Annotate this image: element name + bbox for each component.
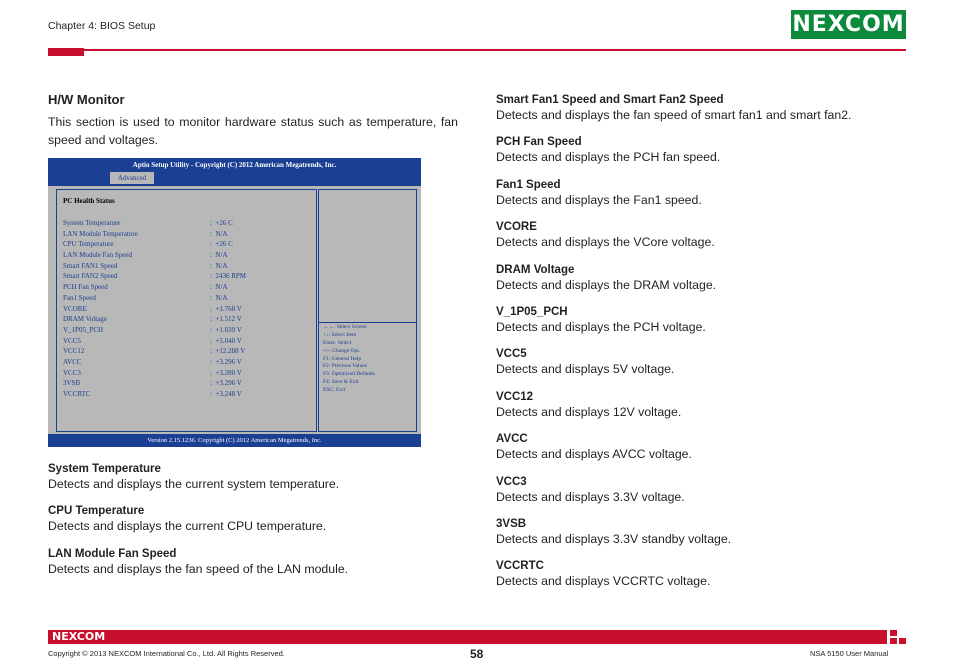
description-text: Detects and displays the fan speed of smart fan1 and smart fan2.: [496, 108, 852, 122]
description-text: Detects and displays the PCH fan speed.: [496, 150, 721, 164]
description-title: AVCC: [496, 433, 528, 445]
description-title: DRAM Voltage: [496, 264, 575, 276]
bios-row-label: Smart FAN1 Speed: [63, 261, 118, 270]
bios-row[interactable]: [63, 283, 313, 294]
bios-key-hint: →←: Select Screen: [323, 324, 367, 330]
bios-row[interactable]: [63, 369, 313, 380]
bios-row[interactable]: [63, 358, 313, 369]
description-title: VCORE: [496, 221, 537, 233]
description-item: [496, 178, 906, 208]
description-title: VCC12: [496, 391, 534, 403]
bios-row-value: : +26 C: [210, 219, 233, 227]
bios-key-hint: ESC: Exit: [323, 387, 346, 394]
description-text: Detects and displays 12V voltage.: [496, 405, 682, 419]
description-text: Detects and displays the DRAM voltage.: [496, 278, 717, 292]
bios-row-label: VCC12: [63, 347, 85, 356]
bios-footer: Version 2.15.1236. Copyright (C) 2012 American Megatrends, Inc.: [48, 434, 421, 447]
description-item: [496, 220, 906, 250]
bios-row-label: DRAM Voltage: [63, 315, 107, 324]
description-item: [496, 93, 906, 123]
page-number: 58: [470, 647, 484, 661]
description-title: VCCRTC: [496, 560, 544, 572]
description-item: [496, 517, 906, 547]
bios-row[interactable]: [63, 272, 313, 283]
bios-row[interactable]: [63, 240, 313, 251]
bios-row-value: : +26 C: [210, 240, 233, 249]
bios-key-hint: F4: Save & Exit: [323, 379, 359, 386]
description-title: CPU Temperature: [48, 505, 145, 517]
bios-row-label: Smart FAN2 Speed: [63, 272, 118, 281]
description-text: Detects and displays 5V voltage.: [496, 362, 675, 376]
bios-key-hint: F2: Previous Values: [323, 363, 367, 370]
copyright-text: Copyright © 2013 NEXCOM International Co., Ltd. All Rights Reserved.: [48, 649, 285, 658]
bios-row-value: : +3.248 V: [210, 390, 242, 398]
footer-square: [899, 638, 906, 644]
bios-key-hint: F1: General Help: [323, 355, 362, 362]
description-item: [496, 263, 906, 293]
bios-key-hint: ↑↓: Select Item: [323, 331, 357, 338]
bios-row-label: VCC5: [63, 336, 81, 345]
description-item: [496, 135, 906, 165]
description-text: Detects and displays the Fan1 speed.: [496, 193, 702, 207]
description-title: Smart Fan1 Speed and Smart Fan2 Speed: [496, 94, 724, 106]
bios-row[interactable]: [63, 337, 313, 348]
footer-bar: [48, 630, 887, 644]
bios-row[interactable]: [63, 294, 313, 305]
bios-row-label: VCCRTC: [63, 390, 91, 398]
description-item: [496, 305, 906, 335]
description-text: Detects and displays 3.3V standby voltage.: [496, 532, 732, 546]
bios-key-hint: Enter: Select: [323, 339, 352, 346]
bios-row-value: : +12.288 V: [210, 347, 246, 356]
bios-row[interactable]: [63, 262, 313, 273]
bios-row[interactable]: [63, 315, 313, 326]
description-item: [48, 504, 458, 534]
bios-row[interactable]: [63, 326, 313, 337]
description-item: [496, 390, 906, 420]
nexcom-logo: [791, 10, 906, 39]
bios-row-value: : +3.280 V: [210, 368, 242, 377]
description-text: Detects and displays AVCC voltage.: [496, 447, 692, 461]
bios-row[interactable]: [63, 230, 313, 241]
bios-row[interactable]: [63, 379, 313, 390]
description-item: [496, 475, 906, 505]
bios-rows: [63, 219, 313, 401]
description-title: 3VSB: [496, 518, 527, 530]
description-title: VCC3: [496, 476, 527, 488]
description-item: [496, 559, 906, 589]
bios-tab-bar: [48, 172, 421, 186]
bios-row-label: LAN Module Fan Speed: [63, 251, 133, 260]
description-text: Detects and displays the current CPU temperature.: [48, 519, 327, 533]
description-item: [48, 462, 458, 492]
description-title: PCH Fan Speed: [496, 136, 582, 148]
bios-row[interactable]: [63, 390, 313, 401]
chapter-label: Chapter 4: BIOS Setup: [48, 20, 156, 32]
description-item: [496, 432, 906, 462]
bios-row-value: : +1.512 V: [210, 315, 242, 324]
description-text: Detects and displays VCCRTC voltage.: [496, 574, 711, 588]
logo-text: NEXCOM: [792, 12, 905, 37]
bios-screenshot: [48, 158, 421, 447]
bios-row-label: System Temperature: [63, 219, 121, 227]
bios-row-value: : +3.296 V: [210, 357, 242, 366]
bios-row-label: V_1P05_PCH: [63, 325, 104, 334]
bios-row-value: : +1.768 V: [210, 304, 242, 313]
description-title: VCC5: [496, 348, 527, 360]
description-text: Detects and displays the PCH voltage.: [496, 320, 706, 334]
bios-title-bar: Aptio Setup Utility - Copyright (C) 2012 American Megatrends, Inc.: [48, 158, 421, 172]
bios-row[interactable]: [63, 347, 313, 358]
description-title: LAN Module Fan Speed: [48, 548, 177, 560]
bios-row-label: PCH Fan Speed: [63, 283, 108, 292]
description-text: Detects and displays the VCore voltage.: [496, 235, 715, 249]
footer-square: [890, 638, 897, 644]
description-item: [48, 547, 458, 577]
bios-row-value: : N/A: [210, 229, 228, 238]
bios-row-label: VCORE: [63, 304, 87, 313]
description-title: V_1P05_PCH: [496, 306, 568, 318]
bios-row-value: : +1.039 V: [210, 325, 242, 334]
description-item: [496, 347, 906, 377]
intro-paragraph: This section is used to monitor hardware status such as temperature, fan speed and voltages.: [48, 115, 458, 147]
bios-row-value: : N/A: [210, 293, 228, 302]
bios-row-label: Fan1 Speed: [63, 293, 96, 302]
description-text: Detects and displays 3.3V voltage.: [496, 490, 685, 504]
bios-row-value: : N/A: [210, 283, 228, 292]
bios-row-label: AVCC: [63, 357, 82, 366]
bios-row-label: CPU Temperature: [63, 240, 114, 249]
bios-tab-advanced[interactable]: Advanced: [110, 172, 154, 184]
bios-key-hint: +/-: Change Opt.: [323, 347, 361, 354]
section-title: H/W Monitor: [48, 92, 125, 107]
bios-help-panel: [318, 189, 417, 323]
description-title: Fan1 Speed: [496, 179, 561, 191]
bios-key-hint: F3: Optimized Defaults: [323, 371, 375, 378]
footer-logo: NEXCOM: [52, 630, 106, 643]
description-title: System Temperature: [48, 463, 161, 475]
bios-group-title: PC Health Status: [63, 197, 115, 205]
bios-row-value: : +5.040 V: [210, 336, 242, 345]
bios-row[interactable]: [63, 219, 313, 230]
bios-row[interactable]: [63, 305, 313, 316]
bios-row-value: : N/A: [210, 251, 228, 260]
bios-row[interactable]: [63, 251, 313, 262]
bios-row-label: VCC3: [63, 368, 81, 377]
manual-name: NSA 5150 User Manual: [810, 649, 889, 658]
bios-row-value: : 2436 RPM: [210, 272, 246, 281]
bios-row-label: LAN Module Temperature: [63, 229, 138, 238]
bios-key-help: [323, 324, 417, 395]
bios-row-value: : +3.296 V: [210, 379, 242, 388]
bios-row-value: : N/A: [210, 261, 228, 270]
header-accent-block: [48, 48, 84, 56]
description-text: Detects and displays the fan speed of the LAN module.: [48, 562, 349, 576]
header-rule: [48, 49, 906, 51]
footer-square: [890, 630, 897, 636]
description-text: Detects and displays the current system temperature.: [48, 477, 340, 491]
bios-row-label: 3VSB: [63, 379, 81, 388]
